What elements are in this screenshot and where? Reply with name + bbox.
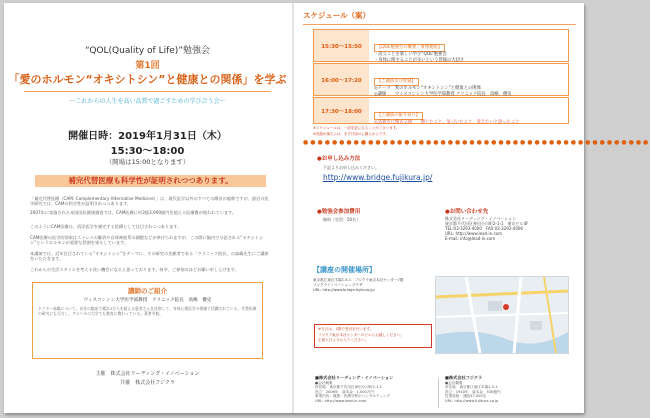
contact-block (445, 216, 575, 241)
footer-line: ●会社概要 (445, 380, 463, 385)
schedule-title: スケジュール（案） (303, 11, 371, 20)
schedule-line: ◎テーマ 愛のホルモン“オキシトシン”と健康との関係 (374, 86, 481, 91)
venue-notice-text (318, 327, 428, 344)
intro-paragraph: このようにCAM医療は、西洋医学を補完する医療として注目されつつあります。 (30, 224, 182, 229)
schedule-heading: 【QOL勉強会の概要／事務連絡】 (374, 44, 445, 52)
open-time: （開場は15:00となります） (105, 158, 190, 166)
footer-line: 事業内容：健康・医療分野のコンサルティング (315, 394, 390, 399)
footer-title: ■株式会社フジクラ (445, 375, 483, 380)
series-title: “QOL(Quality of Life)”勉強会 (85, 46, 210, 56)
page-fold (292, 3, 294, 413)
notice-line: 正面入口よりお入りください。 (318, 338, 369, 342)
brochure-spread (4, 3, 650, 413)
footer-line: 設立：1910年 資本金：530億円 (445, 389, 501, 394)
lecturer-bio: ドクター高嶋について。長年の臨床で累計2万人を超える患者さんを診察して、身体心理医学の領域で活躍されている。代替医療の研究にも尽力し、アメリカの大学でも教育に携わっている。著書多数。 (38, 306, 257, 316)
schedule-details (374, 67, 564, 98)
contact-web: URL: http://www.lead-in.com (445, 231, 502, 236)
schedule-time: 15:30～15:50 (314, 30, 369, 61)
footer-line: 所在地：東京都千代田区神田小川町2-1-1 (315, 385, 382, 390)
venue-info (313, 278, 433, 293)
schedule-line: ◎気置きに慢式交流 感じたこと、気づいたこと、変えたいと思ったこと (374, 120, 520, 125)
contact-heading: ●お問い合わせ先 (445, 209, 489, 215)
footer-line: ●会社概要 (315, 380, 333, 385)
contact-phone: TEL:03-3293-4000 FAX:03-3293-4006 (445, 226, 523, 231)
map-pin-icon (503, 304, 509, 310)
schedule-line: ・身体に関することが多いという皆様の大切さ (374, 58, 465, 63)
footer-company-right (445, 376, 570, 404)
front-page (4, 3, 291, 413)
schedule-details (374, 101, 564, 126)
notice-line: ※当日は、1階で受付を行います。 (318, 327, 374, 331)
venue-notice (314, 324, 432, 348)
fee-text: 無料（定員：50名） (323, 217, 361, 222)
venue-map[interactable] (435, 276, 569, 354)
lecturer-heading: 講師のご紹介 (128, 287, 167, 295)
schedule-note: ※笑顔が満ちには、まず日頃の心構えからです。 (313, 132, 390, 136)
cohost-org: 共催 株式会社フジクラ (120, 380, 175, 386)
lecturer-name: ウィスコンシン大学医学部教授 クリニック院長 高嶋 優史 (83, 298, 212, 303)
map-graphic (436, 277, 568, 353)
intro-paragraph: これからの生活スタイルを考える良い機会になると思っております。何卒、ご参加のほどお願い申し上げます。 (30, 267, 239, 272)
fee-heading: ●勉強会参加費用 (317, 209, 361, 215)
apply-link[interactable]: http://www.bridge.fujikura.jp/ (323, 173, 433, 182)
venue-heading: 【講座の開催場所】 (313, 266, 376, 274)
footer-divider (438, 378, 439, 408)
schedule-time: 17:30～18:00 (314, 98, 369, 123)
schedule-row (313, 29, 569, 62)
venue-address: 東京都江東区木場1-5-1 フジクラ東京本社センター7階 (313, 278, 404, 282)
footer-line: URL: http://www.fujikura.co.jp (445, 398, 499, 403)
event-time: 15:30～18:00 (110, 146, 185, 157)
main-title: 「愛のホルモン“オキシトシン”と健康との関係」を学ぶ (8, 73, 287, 86)
footer-line: 所在地：東京都江東区木場1-5-1 (445, 385, 498, 390)
footer-company-left (315, 376, 435, 404)
schedule-heading: 【ご講演の振り返り】 (374, 112, 423, 120)
apply-heading: ●お申し込み方法 (317, 156, 361, 162)
schedule-details (374, 33, 564, 64)
schedule-row (313, 63, 569, 96)
highlight-banner: 補完代替医療も科学性が証明されつつあります。 (35, 175, 266, 187)
apply-text: 下記よりお申し込みください。 (323, 165, 379, 170)
venue-building: フジクライノベーションプラザ (313, 283, 363, 287)
schedule-row (313, 97, 569, 124)
intro-paragraph: 本講演では、近年注目されている“オキシトシン”をテーマに、その研究の先駆者である「クリニック院長」の高嶋先生にご講演をいただきます。 (30, 251, 269, 262)
schedule-line: ・設立ことを楽しい学び“QOL”勉強会 (374, 52, 447, 57)
intro-paragraph: 「補完代替医療（CAM: Complementary Alternative Medicine）」は、現代医学以外のすべての療法の総称ですが、最近の医学研究では、CAMの科学性が証明されつつあります。 (30, 196, 269, 207)
host-org: 主催 株式会社リーディング・イノベーション (95, 371, 200, 377)
contact-address: 東京都千代田区神田小川町2-1-1 東京ビル4F (445, 221, 529, 226)
dotted-divider: ●●●●●●●●●●●●●●●●●●●●●●●●●●●●●●●●●●●●●●●●●●●●●●●● (303, 139, 650, 146)
intro-paragraph: CAM医療の医学的効果はストレスの解消や自律神経系の調整などが挙げられますが、この際に脳内で分泌される“オキシトシン”というホルモンが重要な役割を果たしています。 (30, 235, 264, 246)
footer-line: URL: http://www.lead-in.com (315, 398, 367, 403)
title-divider (24, 91, 271, 92)
notice-line: フジクラ東京本社センターのビルにお越しください。 (318, 332, 404, 337)
footer-title: ■株式会社リーディング・イノベーション (315, 375, 394, 380)
contact-org: 株式会社リーディング・イノベーション (445, 216, 517, 221)
footer-line: 従業員数：連結57,000名 (445, 394, 487, 399)
tagline: ～これからの人生を高い品質で過ごすための学び合う会～ (69, 98, 226, 105)
schedule-heading: 【ご講演及び質疑】 (374, 78, 419, 86)
schedule-line: ◎講師 ウィスコンシン大学医学部教授 クリニック院長 高嶋 優史 (374, 92, 512, 97)
back-page (295, 3, 650, 413)
schedule-time: 16:00～17:20 (314, 64, 369, 95)
session-label: 第1回 (135, 61, 160, 71)
event-date: 開催日時：2019年1月31日（木） (68, 131, 227, 142)
schedule-note: ※スケジュールは、一部変更になることがございます。 (313, 126, 400, 130)
venue-url: URL: http://www.bridge.fujikura.jp/ (313, 288, 375, 292)
footer-line: 設立：2006年 資本金：1,000万円 (315, 389, 374, 394)
schedule-divider (303, 24, 576, 25)
intro-paragraph: 2007年に実施された米国国民健康調査では、CAM医療に約3億3,900億円を超える医療費が使われています。 (30, 210, 237, 215)
contact-email: E-mail: info@lead-in.com (445, 236, 496, 241)
lecturer-box (32, 282, 263, 359)
